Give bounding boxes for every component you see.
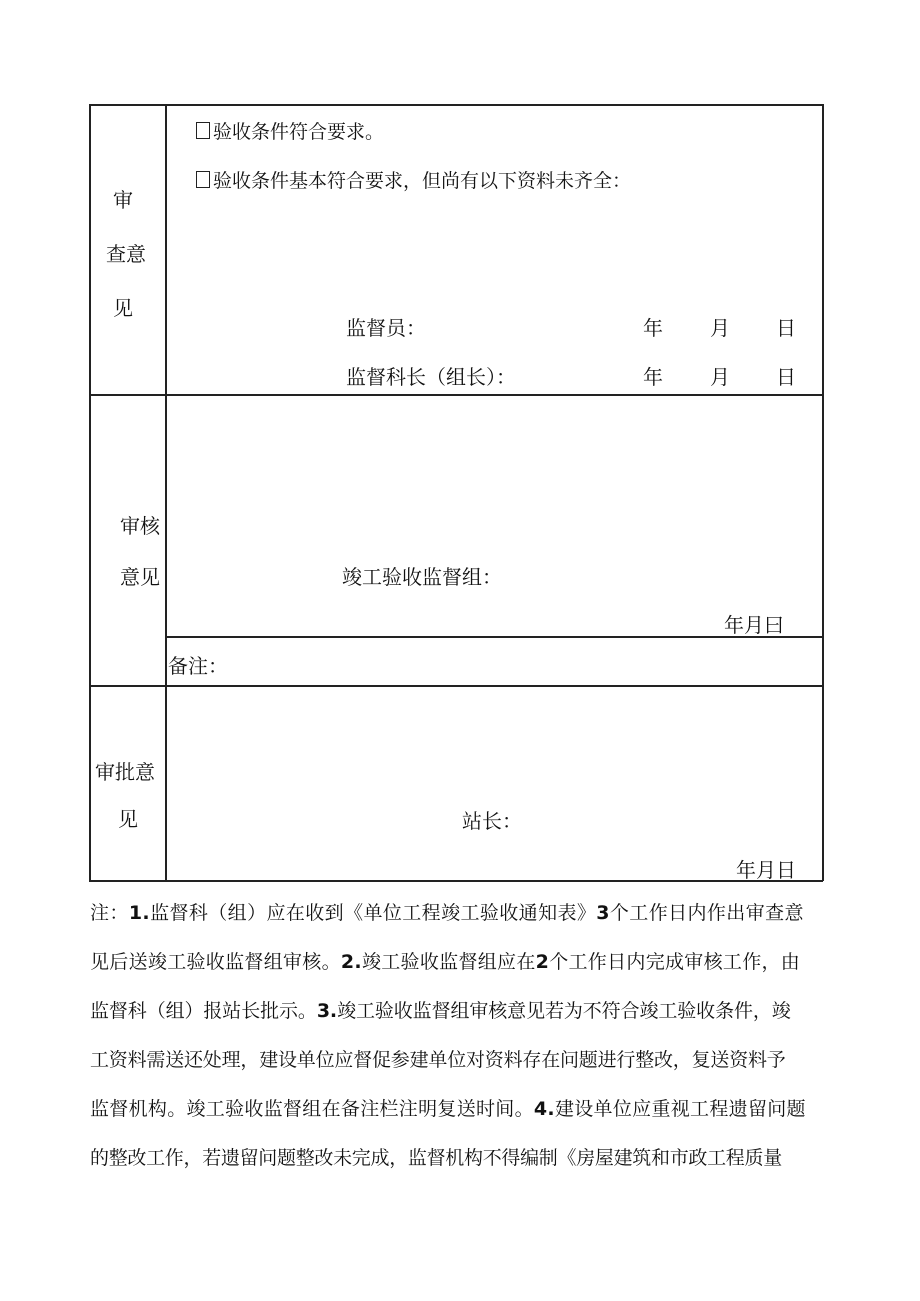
row-divider-1 [89,394,823,396]
review-option-basically-conforms[interactable] [196,166,631,193]
option-label: 验收条件符合要求。 [213,121,385,143]
table-border-top [89,104,823,106]
chief-date-year: 年 [643,365,663,389]
approval-date: 年月日 [736,858,796,882]
audit-label-line1: 审核 [120,514,160,538]
remark-label: 备注： [168,654,228,678]
director-signature-label: 站长： [462,809,522,833]
audit-label-line2: 意见 [120,565,160,589]
note-line-1: 注：1.监督科（组）应在收到《单位工程竣工验收通知表》3个工作日内作出审查意 [90,902,804,924]
approval-label-line1: 审批意 [95,760,155,784]
table-border-bottom [89,880,823,882]
chief-date-day: 日 [776,365,796,389]
label-column-divider [165,104,167,881]
review-label-line2: 查意 [106,242,146,266]
audit-date: 年月曰 [724,613,784,637]
review-label-line3: 见 [113,296,133,320]
note-line-2: 见后送竣工验收监督组审核。2.竣工验收监督组应在2个工作日内完成审核工作，由 [90,951,801,973]
option-label: 验收条件基本符合要求，但尚有以下资料未齐全： [213,170,632,192]
chief-signature-label: 监督科长（组长）： [346,365,516,389]
acceptance-group-signature-label: 竣工验收监督组： [342,565,502,589]
supervisor-date-month: 月 [710,316,730,340]
note-line-3: 监督科（组）报站长批示。3.竣工验收监督组审核意见若为不符合竣工验收条件，竣 [90,1000,791,1022]
supervisor-date-year: 年 [643,316,663,340]
table-border-left [89,104,91,881]
note-line-5: 监督机构。竣工验收监督组在备注栏注明复送时间。4.建设单位应重视工程遗留问题 [90,1098,806,1120]
checkbox-icon[interactable] [196,171,210,188]
row-divider-2 [89,685,823,687]
supervisor-date-day: 日 [776,316,796,340]
review-label-line1: 审 [113,188,133,212]
table-border-right [822,104,824,881]
approval-label-line2: 见 [118,807,138,831]
chief-date-month: 月 [710,365,730,389]
supervisor-signature-label: 监督员： [346,316,426,340]
checkbox-icon[interactable] [196,122,210,139]
note-line-4: 工资料需送还处理，建设单位应督促参建单位对资料存在问题进行整改，复送资料予 [90,1049,786,1071]
review-option-conforms[interactable] [196,117,384,144]
note-line-6: 的整改工作，若遗留问题整改未完成，监督机构不得编制《房屋建筑和市政工程质量 [90,1147,782,1169]
